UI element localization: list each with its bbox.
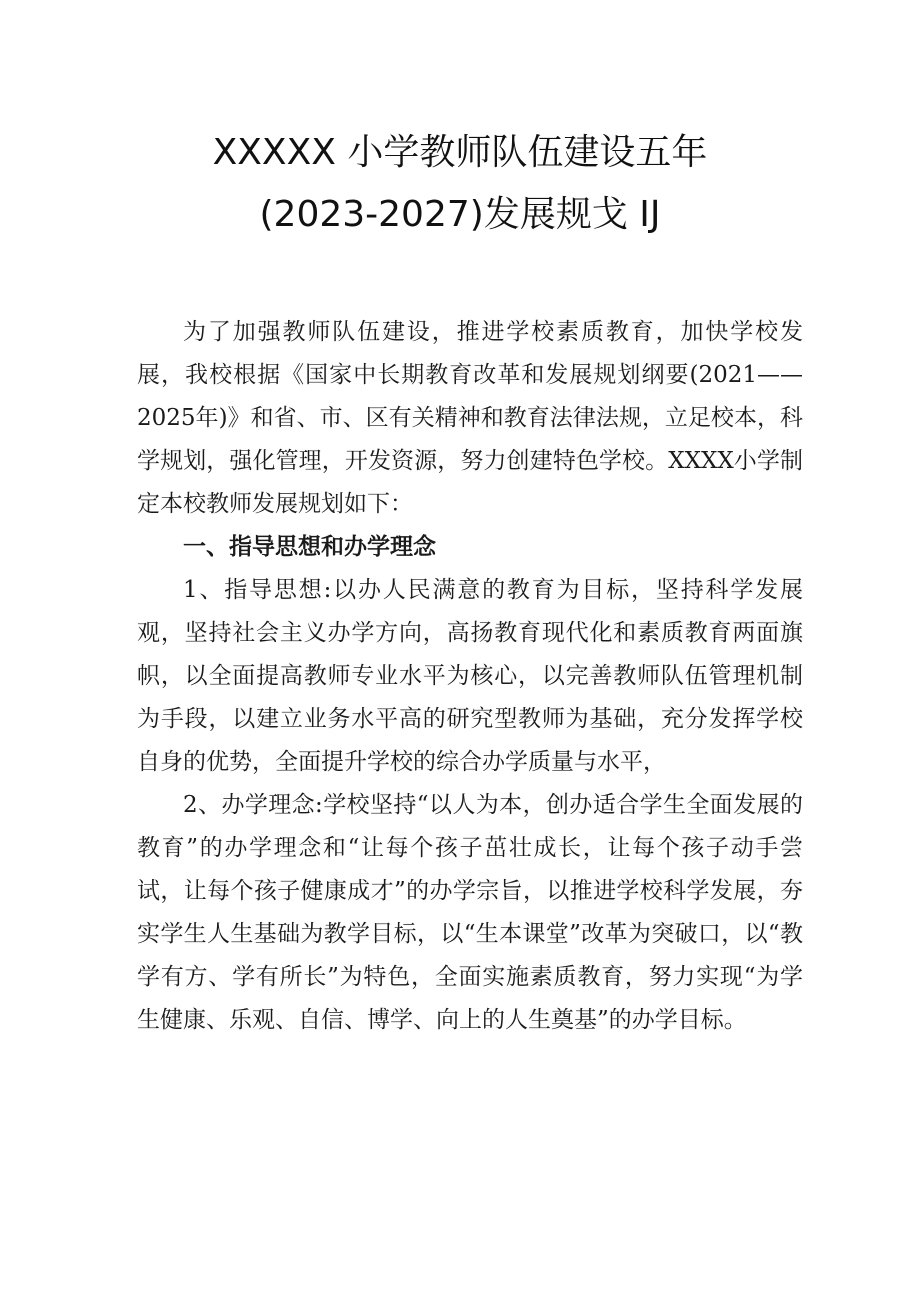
section-heading: 一、指导思想和办学理念	[183, 534, 436, 560]
document-body	[137, 311, 803, 1042]
document-title-line-2: (2023-2027)发展规戈 IJ	[259, 194, 661, 235]
document-title-line-1: XXXXX 小学教师队伍建设五年	[212, 132, 708, 173]
school-philosophy-paragraph: 2、办学理念:学校坚持“以人为本，创办适合学生全面发展的教育”的办学理念和“让每个孩子茁壮成长，让每个孩子动手尝试，让每个孩子健康成才”的办学宗旨，以推进学校科学发展，夯实学生人生基础为教学目标，以“生本课堂”改革为突破口，以“教学有方、学有所长”为特色，全面实施素质教育，努力实现“为学生健康、乐观、自信、博学、向上的人生奠基”的办学目标。	[137, 792, 803, 1033]
intro-paragraph: 为了加强教师队伍建设，推进学校素质教育，加快学校发展，我校根据《国家中长期教育改革和发展规划纲要(2021——2025年)》和省、市、区有关精神和教育法律法规，立足校本，科学规划，强化管理，开发资源，努力创建特色学校。XXXX小学制定本校教师发展规划如下：	[137, 319, 803, 517]
guiding-thought-paragraph: 1、指导思想:以办人民满意的教育为目标，坚持科学发展观，坚持社会主义办学方向，高扬教育现代化和素质教育两面旗帜，以全面提高教师专业水平为核心，以完善教师队伍管理机制为手段，以建立业务水平高的研究型教师为基础，充分发挥学校自身的优势，全面提升学校的综合办学质量与水平，	[137, 577, 803, 775]
